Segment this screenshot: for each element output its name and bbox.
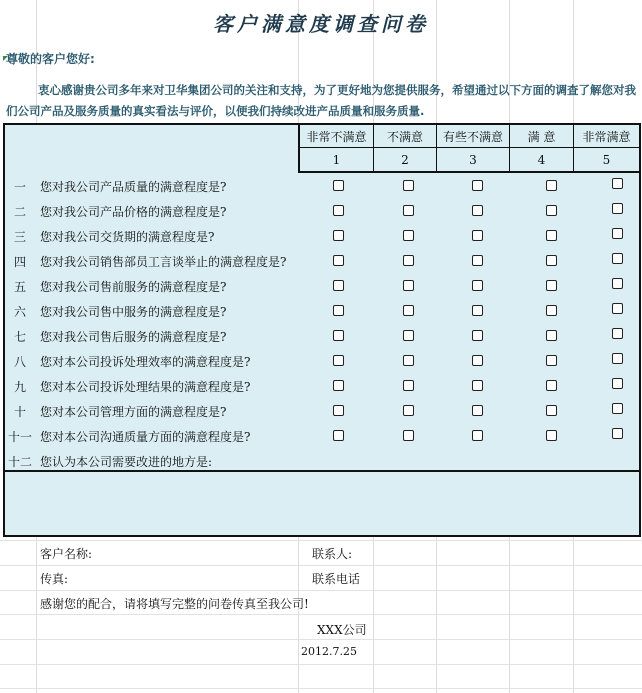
rating-checkbox[interactable]: [472, 405, 483, 416]
greeting: 尊敬的客户您好:: [6, 52, 95, 66]
scale-value: 1: [300, 148, 374, 171]
rating-checkbox[interactable]: [472, 180, 483, 191]
rating-checkbox[interactable]: [546, 230, 557, 241]
rating-checkbox[interactable]: [612, 428, 623, 439]
rating-checkbox[interactable]: [403, 205, 414, 216]
rating-checkbox[interactable]: [612, 278, 623, 289]
rating-checkbox[interactable]: [612, 203, 623, 214]
rating-checkbox[interactable]: [333, 180, 344, 191]
rating-checkbox[interactable]: [612, 328, 623, 339]
page-title: 客户满意度调查问卷: [213, 12, 429, 36]
question-text: 您对本公司管理方面的满意程度是?: [40, 405, 227, 419]
phone-label: 联系电话: [312, 572, 361, 586]
rating-checkbox[interactable]: [612, 178, 623, 189]
rating-checkbox[interactable]: [472, 430, 483, 441]
fax-label: 传真:: [40, 572, 69, 586]
rating-checkbox[interactable]: [333, 330, 344, 341]
rating-checkbox[interactable]: [546, 330, 557, 341]
rating-checkbox[interactable]: [333, 230, 344, 241]
rating-checkbox[interactable]: [472, 330, 483, 341]
scale-value: 4: [510, 148, 574, 171]
question-text: 您对本公司沟通质量方面的满意程度是?: [40, 430, 251, 444]
rating-checkbox[interactable]: [472, 230, 483, 241]
scale-value: 2: [374, 148, 437, 171]
question-number: 十: [13, 405, 26, 419]
date-text: 2012.7.25: [301, 645, 357, 658]
rating-checkbox[interactable]: [403, 180, 414, 191]
rating-checkbox[interactable]: [403, 305, 414, 316]
rating-checkbox[interactable]: [403, 430, 414, 441]
rating-checkbox[interactable]: [546, 405, 557, 416]
rating-checkbox[interactable]: [472, 305, 483, 316]
rating-checkbox[interactable]: [612, 303, 623, 314]
question-text: 您对我公司售前服务的满意程度是?: [40, 280, 227, 294]
rating-checkbox[interactable]: [403, 355, 414, 366]
question-number: 十一: [7, 430, 32, 444]
improvement-answer-area[interactable]: [5, 472, 639, 535]
question-number: 四: [13, 255, 26, 269]
rating-checkbox[interactable]: [403, 405, 414, 416]
scale-value: 3: [437, 148, 510, 171]
question-text: 您对本公司投诉处理结果的满意程度是?: [40, 380, 251, 394]
question-number: 六: [13, 305, 26, 319]
rating-checkbox[interactable]: [472, 355, 483, 366]
company-name: XXX公司: [317, 623, 367, 637]
rating-checkbox[interactable]: [546, 255, 557, 266]
rating-checkbox[interactable]: [612, 403, 623, 414]
question-number: 三: [13, 230, 26, 244]
question-number: 十二: [7, 455, 32, 469]
question-number: 五: [13, 280, 26, 294]
rating-checkbox[interactable]: [333, 305, 344, 316]
rating-checkbox[interactable]: [403, 255, 414, 266]
rating-checkbox[interactable]: [403, 330, 414, 341]
question-text: 您对我公司销售部员工言谈举止的满意程度是?: [40, 255, 287, 269]
question-number: 八: [13, 355, 26, 369]
rating-checkbox[interactable]: [612, 228, 623, 239]
rating-checkbox[interactable]: [546, 205, 557, 216]
rating-checkbox[interactable]: [612, 378, 623, 389]
rating-checkbox[interactable]: [333, 355, 344, 366]
rating-checkbox[interactable]: [403, 230, 414, 241]
rating-checkbox[interactable]: [546, 280, 557, 291]
question-number: 七: [13, 330, 26, 344]
customer-name-label: 客户名称:: [40, 547, 93, 561]
rating-checkbox[interactable]: [333, 205, 344, 216]
scale-label: 非常不满意: [300, 125, 374, 147]
rating-checkbox[interactable]: [546, 355, 557, 366]
rating-checkbox[interactable]: [546, 380, 557, 391]
question-text: 您认为本公司需要改进的地方是:: [40, 455, 213, 469]
rating-checkbox[interactable]: [546, 430, 557, 441]
scale-label: 不满意: [374, 125, 437, 147]
rating-checkbox[interactable]: [546, 180, 557, 191]
rating-checkbox[interactable]: [333, 380, 344, 391]
rating-checkbox[interactable]: [333, 430, 344, 441]
scale-label: 满 意: [510, 125, 574, 147]
question-text: 您对我公司售中服务的满意程度是?: [40, 305, 227, 319]
rating-checkbox[interactable]: [546, 305, 557, 316]
scale-label: 非常满意: [582, 129, 631, 144]
question-number: 一: [13, 180, 26, 194]
thanks-note: 感谢您的配合，请将填写完整的问卷传真至我公司!: [40, 597, 309, 611]
rating-checkbox[interactable]: [472, 255, 483, 266]
question-number: 二: [13, 205, 26, 219]
rating-checkbox[interactable]: [612, 353, 623, 364]
question-text: 您对我公司产品价格的满意程度是?: [40, 205, 227, 219]
question-text: 您对我公司产品质量的满意程度是?: [40, 180, 227, 194]
contact-person-label: 联系人:: [312, 547, 353, 561]
scale-value: 5: [602, 152, 611, 167]
rating-checkbox[interactable]: [403, 280, 414, 291]
intro-paragraph: 衷心感谢贵公司多年来对卫华集团公司的关注和支持，为了更好地为您提供服务，希望通过以下方面的调查了解您对我们公司产品及服务质量的真实看法与评价，以便我们持续改进产品质量和服务质量.: [6, 83, 636, 118]
rating-checkbox[interactable]: [333, 280, 344, 291]
rating-checkbox[interactable]: [612, 253, 623, 264]
rating-checkbox[interactable]: [333, 255, 344, 266]
question-text: 您对本公司投诉处理效率的满意程度是?: [40, 355, 251, 369]
scale-label: 有些不满意: [437, 125, 510, 147]
rating-checkbox[interactable]: [333, 405, 344, 416]
rating-checkbox[interactable]: [472, 205, 483, 216]
question-text: 您对我公司交货期的满意程度是?: [40, 230, 215, 244]
question-text: 您对我公司售后服务的满意程度是?: [40, 330, 227, 344]
rating-checkbox[interactable]: [403, 380, 414, 391]
rating-checkbox[interactable]: [472, 380, 483, 391]
question-number: 九: [13, 380, 26, 394]
rating-checkbox[interactable]: [472, 280, 483, 291]
